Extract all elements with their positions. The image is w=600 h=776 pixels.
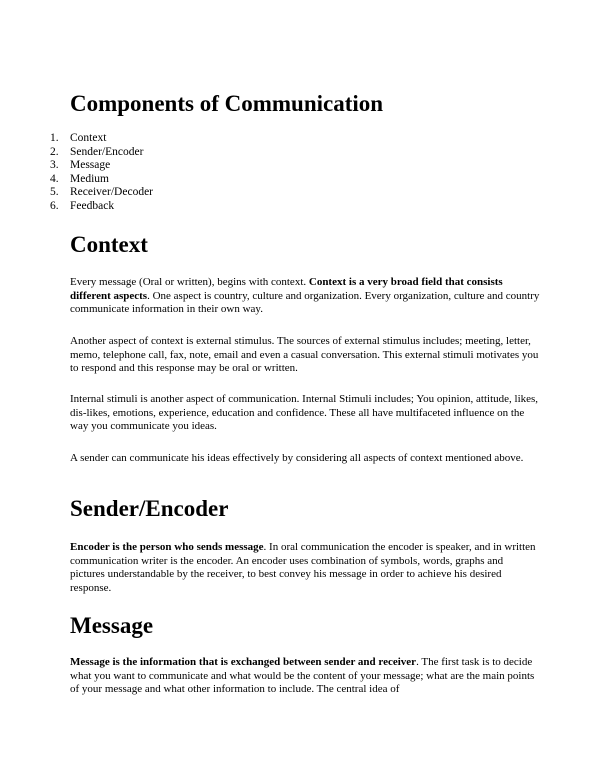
page-title: Components of Communication — [70, 91, 384, 116]
components-list — [50, 132, 153, 214]
list-item: 1. Context — [50, 132, 107, 144]
context-paragraph-2: Another aspect of context is external stimulus. The sources of external stimulus includes; meeting, letter, memo, telephone call, fax, note, email and even a casual conversation. This external stimuli motivates you to respond and this response may be oral or written. — [70, 335, 539, 375]
list-item: 3. Message — [50, 159, 111, 172]
message-paragraph-1: Message is the information that is exchanged between sender and receiver. The first task is to decide what you want to communicate and what would be the content of your message; what are the main points of your message and what other information to include. The central idea of — [70, 656, 535, 696]
list-item: 6. Feedback — [50, 199, 115, 212]
context-paragraph-1: Every message (Oral or written), begins with context. Context is a very broad field that consists different aspects. One aspect is country, culture and organization. Every organization, culture and country communicate information in their own way. — [70, 276, 540, 316]
section-heading-context: Context — [70, 232, 148, 257]
list-item: 4. Medium — [50, 172, 109, 185]
section-heading-sender: Sender/Encoder — [70, 496, 229, 521]
list-item: 5. Receiver/Decoder — [50, 186, 154, 199]
section-heading-message: Message — [70, 613, 154, 638]
context-paragraph-3: Internal stimuli is another aspect of communication. Internal Stimuli includes; You opinion, attitude, likes, dis-likes, emotions, experience, education and confidence. These all have multifaceted influence on the way you communicate you ideas. — [70, 393, 539, 433]
sender-paragraph-1: Encoder is the person who sends message. In oral communication the encoder is speaker, and in written communication writer is the encoder. An encoder uses combination of symbols, words, graphs and pictures understandable by the receiver, to best convey his message in order to achieve his desired response. — [70, 541, 536, 594]
context-paragraph-4: A sender can communicate his ideas effectively by considering all aspects of context mentioned above. — [70, 452, 524, 464]
list-item: 2. Sender/Encoder — [50, 145, 144, 158]
